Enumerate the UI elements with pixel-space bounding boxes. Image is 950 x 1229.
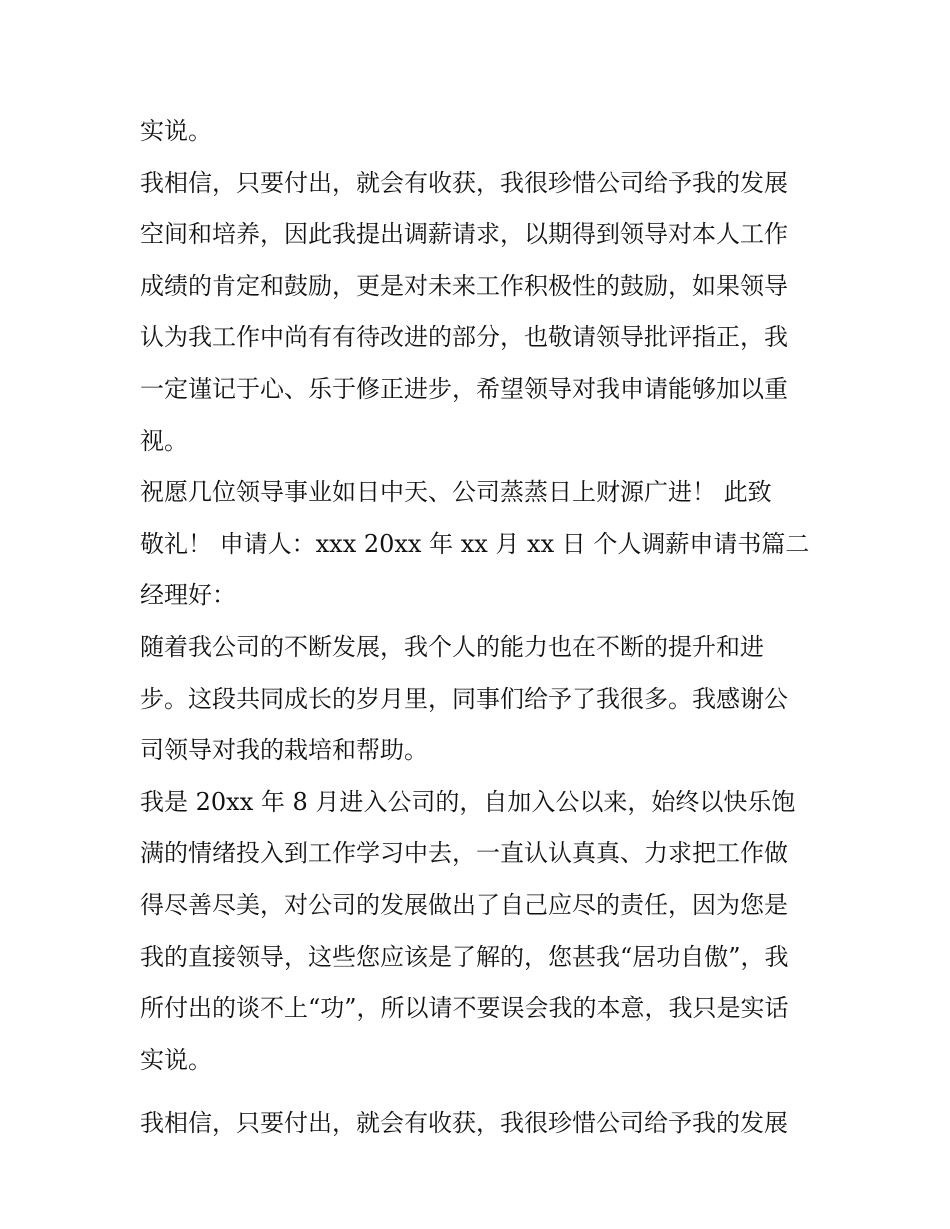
text-line: 敬礼！ 申请人：xxx 20xx 年 xx 月 xx 日 个人调薪申请书篇二: [140, 529, 810, 558]
text-line: 实说。: [140, 1045, 212, 1074]
text-line: 所付出的谈不上“功”，所以请不要误会我的本意，我只是实话: [140, 994, 789, 1023]
text-line: 空间和培养，因此我提出调薪请求，以期得到领导对本人工作: [140, 220, 788, 249]
text-line: 实说。: [140, 117, 212, 145]
text-line: 我的直接领导，这些您应该是了解的，您甚我“居功自傲”，我: [140, 942, 789, 971]
text-line: 认为我工作中尚有有待改进的部分，也敬请领导批评指正，我: [140, 323, 788, 352]
paragraph-spacer: [140, 1086, 820, 1098]
text-line: 一定谨记于心、乐于修正进步，希望领导对我申请能够加以重: [140, 374, 788, 403]
text-line: 随着我公司的不断发展，我个人的能力也在不断的提升和进: [140, 632, 764, 661]
text-line: 我相信，只要付出，就会有收获，我很珍惜公司给予我的发展: [140, 168, 788, 197]
text-line: 得尽善尽美，对公司的发展做出了自己应尽的责任，因为您是: [140, 890, 788, 919]
document-body: [140, 106, 820, 1150]
text-line: 我是 20xx 年 8 月进入公司的，自加入公以来，始终以快乐饱: [140, 787, 796, 816]
text-line: 经理好：: [140, 581, 236, 610]
text-line: 满的情绪投入到工作学习中去，一直认认真真、力求把工作做: [140, 839, 788, 868]
text-line: 我相信，只要付出，就会有收获，我很珍惜公司给予我的发展: [140, 1109, 788, 1138]
text-line: 成绩的肯定和鼓励，更是对未来工作积极性的鼓励，如果领导: [140, 271, 788, 300]
text-line: 司领导对我的栽培和帮助。: [140, 736, 428, 765]
text-line: 步。这段共同成长的岁月里，同事们给予了我很多。我感谢公: [140, 684, 788, 713]
text-line: 视。: [140, 426, 188, 455]
text-line: 祝愿几位领导事业如日中天、公司蒸蒸日上财源广进！ 此致: [140, 478, 772, 507]
